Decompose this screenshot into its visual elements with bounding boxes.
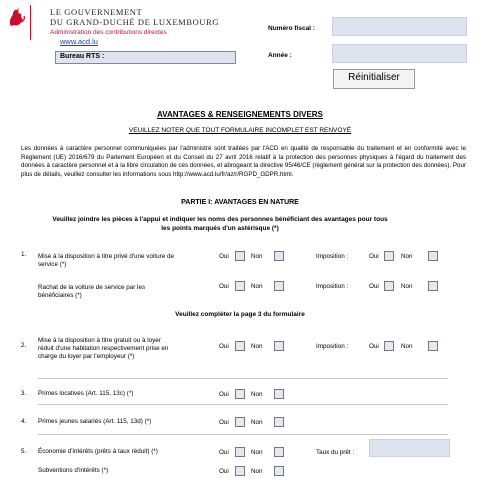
imposition-non-checkbox[interactable]: [428, 251, 438, 261]
imposition-non-label: Non: [401, 343, 413, 350]
section-divider: [38, 434, 448, 435]
non-label: Non: [251, 391, 263, 398]
imposition-oui-checkbox[interactable]: [384, 251, 394, 261]
item-text-1: Mise à la disposition à titre privé d'une voiture de service (*): [38, 253, 174, 268]
taux-pret-input[interactable]: [369, 439, 450, 457]
annee-label: Année :: [268, 52, 292, 59]
item-number-3: 3.: [21, 390, 27, 397]
item-text-5b: Subventions d'intérêts (*): [38, 467, 109, 474]
lion-coat-of-arms-icon: [6, 6, 26, 30]
government-name-line2: DU GRAND-DUCHÉ DE LUXEMBOURG: [50, 17, 220, 27]
oui-label: Oui: [219, 253, 229, 260]
imposition-oui-checkbox[interactable]: [384, 341, 394, 351]
imposition-non-checkbox[interactable]: [428, 281, 438, 291]
bureau-rts-label: Bureau RTS :: [60, 53, 105, 60]
non-label: Non: [251, 343, 263, 350]
imposition-non-label: Non: [401, 253, 413, 260]
non-checkbox[interactable]: [274, 341, 284, 351]
imposition-non-label: Non: [401, 283, 413, 290]
oui-checkbox[interactable]: [235, 251, 245, 261]
reset-button[interactable]: Réinitialiser: [333, 69, 415, 89]
non-label: Non: [251, 449, 263, 456]
non-label: Non: [251, 468, 263, 475]
oui-checkbox[interactable]: [235, 389, 245, 399]
imposition-oui-label: Oui: [369, 253, 379, 260]
oui-checkbox[interactable]: [235, 281, 245, 291]
taux-pret-label: Taux du prêt :: [316, 449, 355, 456]
oui-label: Oui: [219, 343, 229, 350]
item-text-4: Primes jeunes salariés (Art. 115, 13d) (*): [38, 418, 152, 425]
numero-fiscal-label: Numéro fiscal :: [268, 25, 315, 32]
oui-checkbox[interactable]: [235, 417, 245, 427]
oui-checkbox[interactable]: [235, 466, 245, 476]
section-divider: [38, 378, 448, 379]
non-checkbox[interactable]: [274, 447, 284, 457]
imposition-label: Imposition :: [316, 253, 349, 260]
non-label: Non: [251, 419, 263, 426]
non-checkbox[interactable]: [274, 389, 284, 399]
section-divider: [38, 404, 448, 405]
imposition-oui-checkbox[interactable]: [384, 281, 394, 291]
privacy-paragraph: Les données à caractère personnel communiquées par l'administré sont traitées par l'ACD en qualité de responsable du traitement et en conformité avec le Règlement (UE) 2016/679 du Parlement Européen et du Conseil du 27 avril 2016 relatif à la protection des personnes physiques à l'égard du traitement des données à caractère personnel et à la libre circulation de ces données, et abrogeant la directive 95/46/CE (règlement général sur la protection des données). Pour plus de détails, veuillez consulter les informations sous http://www.acd.lu/fr/az/r/RGPD_GDPR.html.: [21, 145, 466, 178]
part-title: PARTIE I: AVANTAGES EN NATURE: [181, 199, 299, 206]
item-number-4: 4.: [21, 418, 27, 425]
website-link[interactable]: www.acd.lu: [60, 37, 98, 46]
non-checkbox[interactable]: [274, 466, 284, 476]
instruction-text: Veuillez joindre les pièces à l'appui et indiquer les noms des personnes bénéficiant des avantages pour tous les points marqués d'un astérisque (*): [52, 216, 388, 232]
form-title: AVANTAGES & RENSEIGNEMENTS DIVERS: [157, 110, 323, 119]
item-number-5: 5.: [21, 448, 27, 455]
oui-label: Oui: [219, 468, 229, 475]
item-number-2: 2.: [21, 342, 27, 349]
imposition-label: Imposition :: [316, 343, 349, 350]
oui-checkbox[interactable]: [235, 341, 245, 351]
imposition-label: Imposition :: [316, 283, 349, 290]
imposition-non-checkbox[interactable]: [428, 341, 438, 351]
bureau-rts-field[interactable]: [55, 51, 236, 64]
item-number-1: 1.: [21, 251, 27, 258]
government-name-line1: LE GOUVERNEMENT: [50, 7, 143, 17]
oui-label: Oui: [219, 419, 229, 426]
administration-name: Administration des contributions directes: [50, 29, 167, 36]
imposition-oui-label: Oui: [369, 283, 379, 290]
non-checkbox[interactable]: [274, 281, 284, 291]
non-checkbox[interactable]: [274, 251, 284, 261]
imposition-oui-label: Oui: [369, 343, 379, 350]
annee-input[interactable]: [332, 44, 467, 63]
page3-note: Veuillez compléter la page 3 du formulaire: [175, 311, 305, 318]
non-label: Non: [251, 253, 263, 260]
item-text-1b: Rachat de la voiture de service par les bénéficiaires (*): [38, 284, 146, 299]
incomplete-notice: VEUILLEZ NOTER QUE TOUT FORMULAIRE INCOMPLET EST RENVOYÉ: [128, 127, 352, 134]
logo-divider: [30, 5, 31, 40]
oui-checkbox[interactable]: [235, 447, 245, 457]
numero-fiscal-input[interactable]: [332, 17, 467, 36]
oui-label: Oui: [219, 391, 229, 398]
item-text-5: Économie d'intérêts (prêts à taux réduit) (*): [38, 448, 158, 455]
non-checkbox[interactable]: [274, 417, 284, 427]
item-text-3: Primes locatives (Art. 115, 13c) (*): [38, 390, 134, 397]
oui-label: Oui: [219, 283, 229, 290]
item-text-2: Mise à la disposition à titre gratuit ou à loyer réduit d'une habitation respectivement prise en charge du loyer par l'employeur (*): [38, 337, 169, 360]
non-label: Non: [251, 283, 263, 290]
oui-label: Oui: [219, 449, 229, 456]
